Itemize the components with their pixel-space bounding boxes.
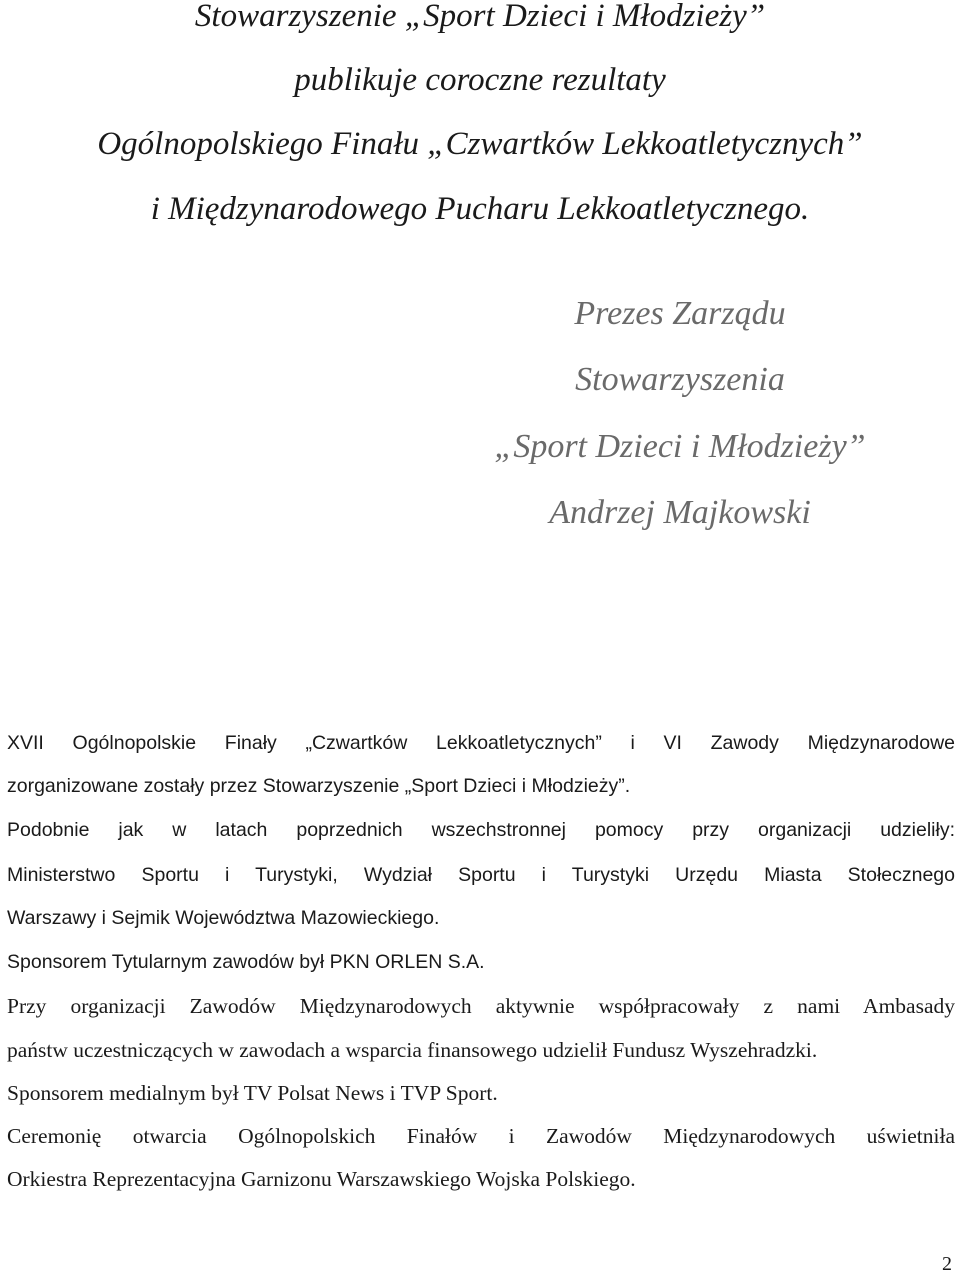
title-line-1: Stowarzyszenie „Sport Dzieci i Młodzieży” (194, 0, 766, 34)
paragraph-line-4: Ceremonię otwarcia Ogólnopolskich Finałów i Zawodów Międzynarodowych uświetniła (7, 1124, 955, 1148)
intro-line-6: Sponsorem Tytularnym zawodów był PKN ORLEN S.A. (7, 951, 485, 973)
signature-line-3: „Sport Dzieci i Młodzieży” (494, 428, 866, 465)
signature-line-1: Prezes Zarządu (574, 295, 786, 332)
intro-line-1: XVII Ogólnopolskie Finały „Czwartków Lekkoatletycznych” i VI Zawody Międzynarodowe (7, 732, 955, 754)
paragraph-line-1: Przy organizacji Zawodów Międzynarodowych aktywnie współpracowały z nami Ambasady (7, 994, 955, 1018)
paragraph-line-5: Orkiestra Reprezentacyjna Garnizonu Warszawskiego Wojska Polskiego. (7, 1167, 636, 1191)
intro-line-2: zorganizowane zostały przez Stowarzyszenie „Sport Dzieci i Młodzieży”. (7, 775, 631, 797)
intro-line-3: Podobnie jak w latach poprzednich wszechstronnej pomocy przy organizacji udzieliły: (7, 819, 955, 841)
paragraph-line-3: Sponsorem medialnym był TV Polsat News i TVP Sport. (7, 1081, 498, 1105)
title-line-3: Ogólnopolskiego Finału „Czwartków Lekkoatletycznych” (97, 126, 863, 162)
signature-line-4: Andrzej Majkowski (549, 494, 811, 531)
intro-line-5: Warszawy i Sejmik Województwa Mazowieckiego. (7, 907, 440, 929)
intro-line-4: Ministerstwo Sportu i Turystyki, Wydział Sportu i Turystyki Urzędu Miasta Stołecznego (7, 864, 955, 886)
paragraph-line-2: państw uczestniczących w zawodach a wsparcia finansowego udzielił Fundusz Wyszehradzki. (7, 1038, 818, 1062)
signature-line-2: Stowarzyszenia (575, 361, 785, 398)
page-number: 2 (942, 1253, 952, 1275)
title-line-4: i Międzynarodowego Pucharu Lekkoatletycznego. (150, 191, 810, 227)
title-line-2: publikuje coroczne rezultaty (294, 62, 666, 98)
